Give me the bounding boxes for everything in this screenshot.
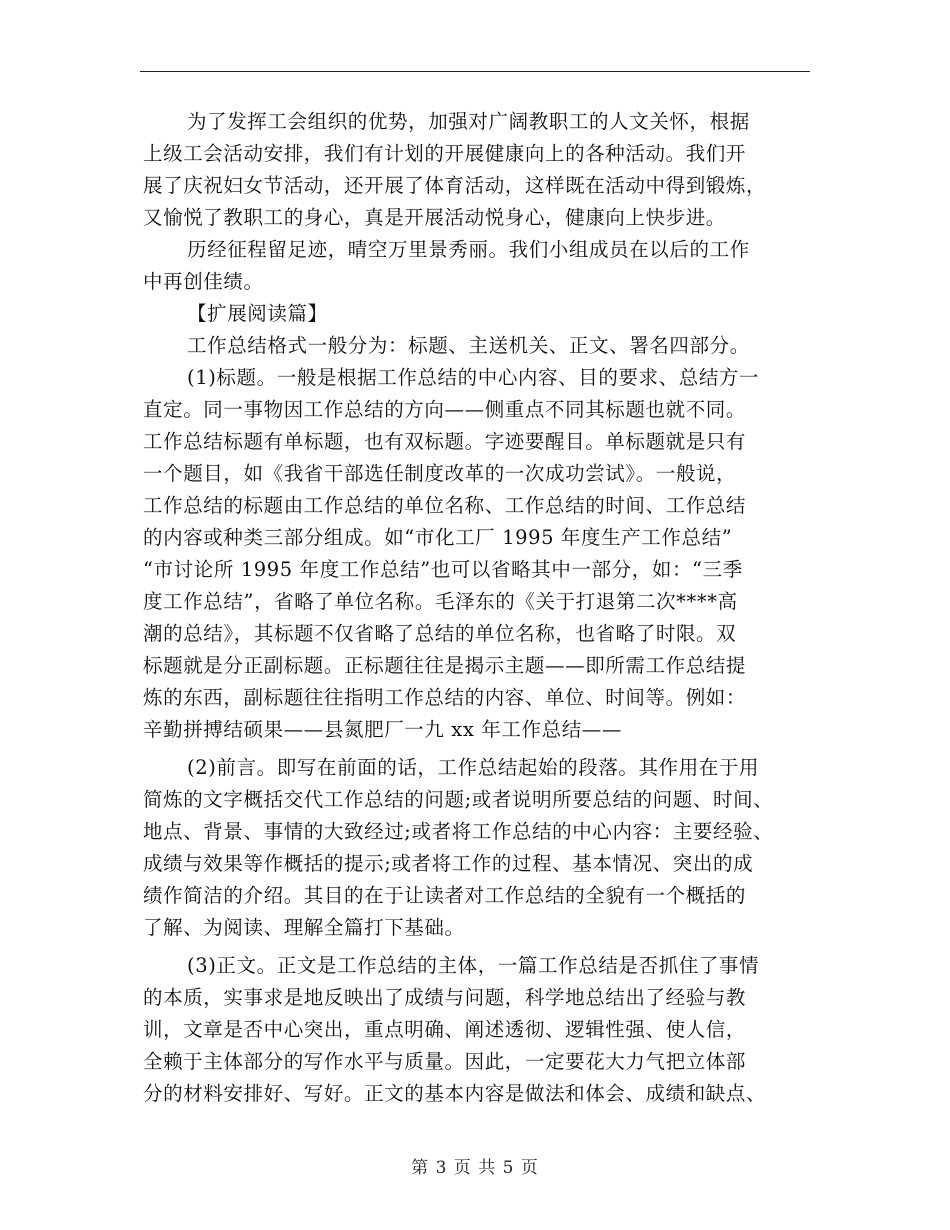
paragraph-line: 一个题目，如《我省干部选任制度改革的一次成功尝试》。一般说， — [143, 462, 737, 485]
paragraph-line: 潮的总结》，其标题不仅省略了总结的单位名称，也省略了时限。双 — [143, 622, 737, 645]
paragraph-line: 炼的东西，副标题往往指明工作总结的内容、单位、时间等。例如： — [143, 686, 747, 709]
page-number: 第 3 页 共 5 页 — [411, 1158, 539, 1178]
paragraph-line: 的本质，实事求是地反映出了成绩与问题，科学地总结出了经验与教 — [143, 986, 747, 1009]
paragraph-line: 训，文章是否中心突出，重点明确、阐述透彻、逻辑性强、使人信， — [143, 1018, 747, 1041]
paragraph-line: 上级工会活动安排，我们有计划的开展健康向上的各种活动。我们开 — [143, 142, 747, 165]
paragraph-line: 中再创佳绩。 — [143, 270, 264, 293]
paragraph-line: 工作总结标题有单标题，也有双标题。字迹要醒目。单标题就是只有 — [143, 430, 747, 453]
paragraph-line: 辛勤拼搏结硕果——县氮肥厂一九 xx 年工作总结—— — [143, 718, 622, 741]
document-body — [143, 106, 813, 1110]
paragraph-line: 简炼的文字概括交代工作总结的问题;或者说明所要总结的问题、时间、 — [143, 788, 774, 811]
paragraph-line: (2)前言。即写在前面的话，工作总结起始的段落。其作用在于用 — [187, 756, 760, 779]
paragraph-line: 地点、背景、事情的大致经过;或者将工作总结的中心内容：主要经验、 — [143, 820, 774, 843]
section-heading: 【扩展阅读篇】 — [187, 302, 328, 325]
paragraph-line: 了解、为阅读、理解全篇打下基础。 — [143, 916, 465, 939]
paragraph-line: 工作总结格式一般分为：标题、主送机关、正文、署名四部分。 — [187, 334, 750, 357]
paragraph-line: “市讨论所 1995 年度工作总结”也可以省略其中一部分，如：“三季 — [143, 558, 743, 581]
paragraph-line: 全赖于主体部分的写作水平与质量。因此，一定要花大力气把立体部 — [143, 1050, 747, 1073]
paragraph-line: 又愉悦了教职工的身心，真是开展活动悦身心，健康向上快步进。 — [143, 206, 726, 229]
paragraph-line: (3)正文。正文是工作总结的主体，一篇工作总结是否抓住了事情 — [187, 954, 760, 977]
header-rule — [140, 71, 810, 72]
paragraph-line: 的内容或种类三部分组成。如“市化工厂 1995 年度生产工作总结” — [143, 526, 733, 549]
paragraph-line: (1)标题。一般是根据工作总结的中心内容、目的要求、总结方一 — [187, 366, 760, 389]
paragraph-line: 展了庆祝妇女节活动，还开展了体育活动，这样既在活动中得到锻炼， — [143, 174, 767, 197]
paragraph-line: 标题就是分正副标题。正标题往往是揭示主题——即所需工作总结提 — [143, 654, 747, 677]
paragraph-line: 直定。同一事物因工作总结的方向——侧重点不同其标题也就不同。 — [143, 398, 747, 421]
paragraph-line: 绩作简洁的介绍。其目的在于让读者对工作总结的全貌有一个概括的 — [143, 884, 747, 907]
paragraph-line: 度工作总结”，省略了单位名称。毛泽东的《关于打退第二次****高 — [143, 590, 738, 613]
paragraph-line: 历经征程留足迹，晴空万里景秀丽。我们小组成员在以后的工作 — [187, 238, 750, 261]
paragraph-line: 为了发挥工会组织的优势，加强对广阔教职工的人文关怀，根据 — [187, 110, 750, 133]
paragraph-line: 分的材料安排好、写好。正文的基本内容是做法和体会、成绩和缺点、 — [143, 1082, 767, 1105]
paragraph-line: 成绩与效果等作概括的提示;或者将工作的过程、基本情况、突出的成 — [143, 852, 754, 875]
paragraph-line: 工作总结的标题由工作总结的单位名称、工作总结的时间、工作总结 — [143, 494, 747, 517]
